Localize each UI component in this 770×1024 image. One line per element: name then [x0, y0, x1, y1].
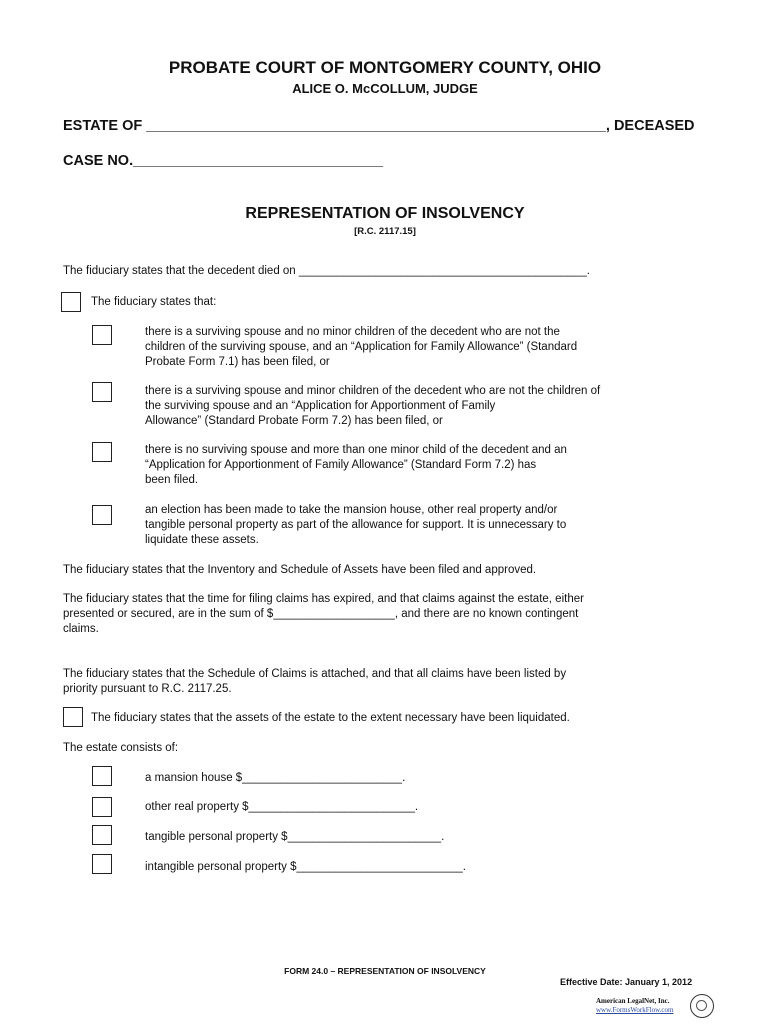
option-2-checkbox[interactable] — [92, 382, 112, 402]
option-2-text: there is a surviving spouse and minor children of the decedent who are not the children of the surviving spouse and an “Application for Apportionment of Family Allowance” (Standard Probate Form 7.2) has been filed, or — [145, 385, 601, 427]
estate-consists-label: The estate consists of: — [63, 742, 179, 754]
case-number-line[interactable]: CASE NO._______________________________ — [63, 153, 384, 169]
estate-of-line[interactable]: ESTATE OF _________________________________________________________, DECEASED — [63, 118, 695, 134]
form-title: REPRESENTATION OF INSOLVENCY — [245, 205, 525, 222]
option-4-text: an election has been made to take the mansion house, other real property and/or tangible personal property as part of the allowance for support. It is unnecessary to liquidate these assets. — [145, 504, 567, 546]
mansion-house-checkbox[interactable] — [92, 766, 112, 786]
date-of-death-line[interactable]: The fiduciary states that the decedent died on _____________________________________________. — [63, 265, 590, 277]
liquidated-checkbox[interactable] — [63, 707, 83, 727]
option-1-text: there is a surviving spouse and no minor children of the decedent who are not the children of the surviving spouse, and an “Application for Family Allowance” (Standard Probate Form 7.1) has been filed, or — [145, 326, 578, 368]
tangible-property-checkbox[interactable] — [92, 825, 112, 845]
logo-company-name: American LegalNet, Inc. — [596, 997, 670, 1005]
seal-icon — [690, 994, 714, 1018]
logo-url-link[interactable]: www.FormsWorkFlow.com — [596, 1006, 674, 1014]
vendor-logo — [590, 994, 714, 1021]
option-4-checkbox[interactable] — [92, 505, 112, 525]
option-3-checkbox[interactable] — [92, 442, 112, 462]
fiduciary-states-checkbox[interactable] — [61, 292, 81, 312]
effective-date: Effective Date: January 1, 2012 — [560, 977, 693, 987]
intangible-property-checkbox[interactable] — [92, 854, 112, 874]
mansion-house-field[interactable]: a mansion house $_________________________. — [145, 772, 406, 784]
claims-statement[interactable]: The fiduciary states that the time for filing claims has expired, and that claims against the estate, either presented or secured, are in the sum of $___________________, and there are no known contingent claims. — [63, 593, 584, 635]
judge-name: ALICE O. McCOLLUM, JUDGE — [292, 81, 478, 96]
form-identifier: FORM 24.0 – REPRESENTATION OF INSOLVENCY — [284, 966, 486, 976]
tangible-property-field[interactable]: tangible personal property $________________________. — [145, 831, 445, 843]
option-3-text: there is no surviving spouse and more than one minor child of the decedent and an “Application for Apportionment of Family Allowance” (Standard Form 7.2) has been filed. — [145, 444, 567, 486]
inventory-statement: The fiduciary states that the Inventory and Schedule of Assets have been filed and approved. — [63, 564, 537, 576]
schedule-of-claims-statement: The fiduciary states that the Schedule of Claims is attached, and that all claims have been listed by priority pursuant to R.C. 2117.25. — [63, 668, 567, 695]
fiduciary-states-label: The fiduciary states that: — [91, 296, 217, 308]
statute-reference: [R.C. 2117.15] — [354, 226, 416, 237]
court-name: PROBATE COURT OF MONTGOMERY COUNTY, OHIO — [168, 58, 602, 77]
option-1-checkbox[interactable] — [92, 325, 112, 345]
liquidated-statement: The fiduciary states that the assets of the estate to the extent necessary have been liquidated. — [91, 712, 570, 724]
other-real-property-checkbox[interactable] — [92, 797, 112, 817]
other-real-property-field[interactable]: other real property $__________________________. — [145, 801, 419, 813]
intangible-property-field[interactable]: intangible personal property $__________________________. — [145, 861, 467, 873]
